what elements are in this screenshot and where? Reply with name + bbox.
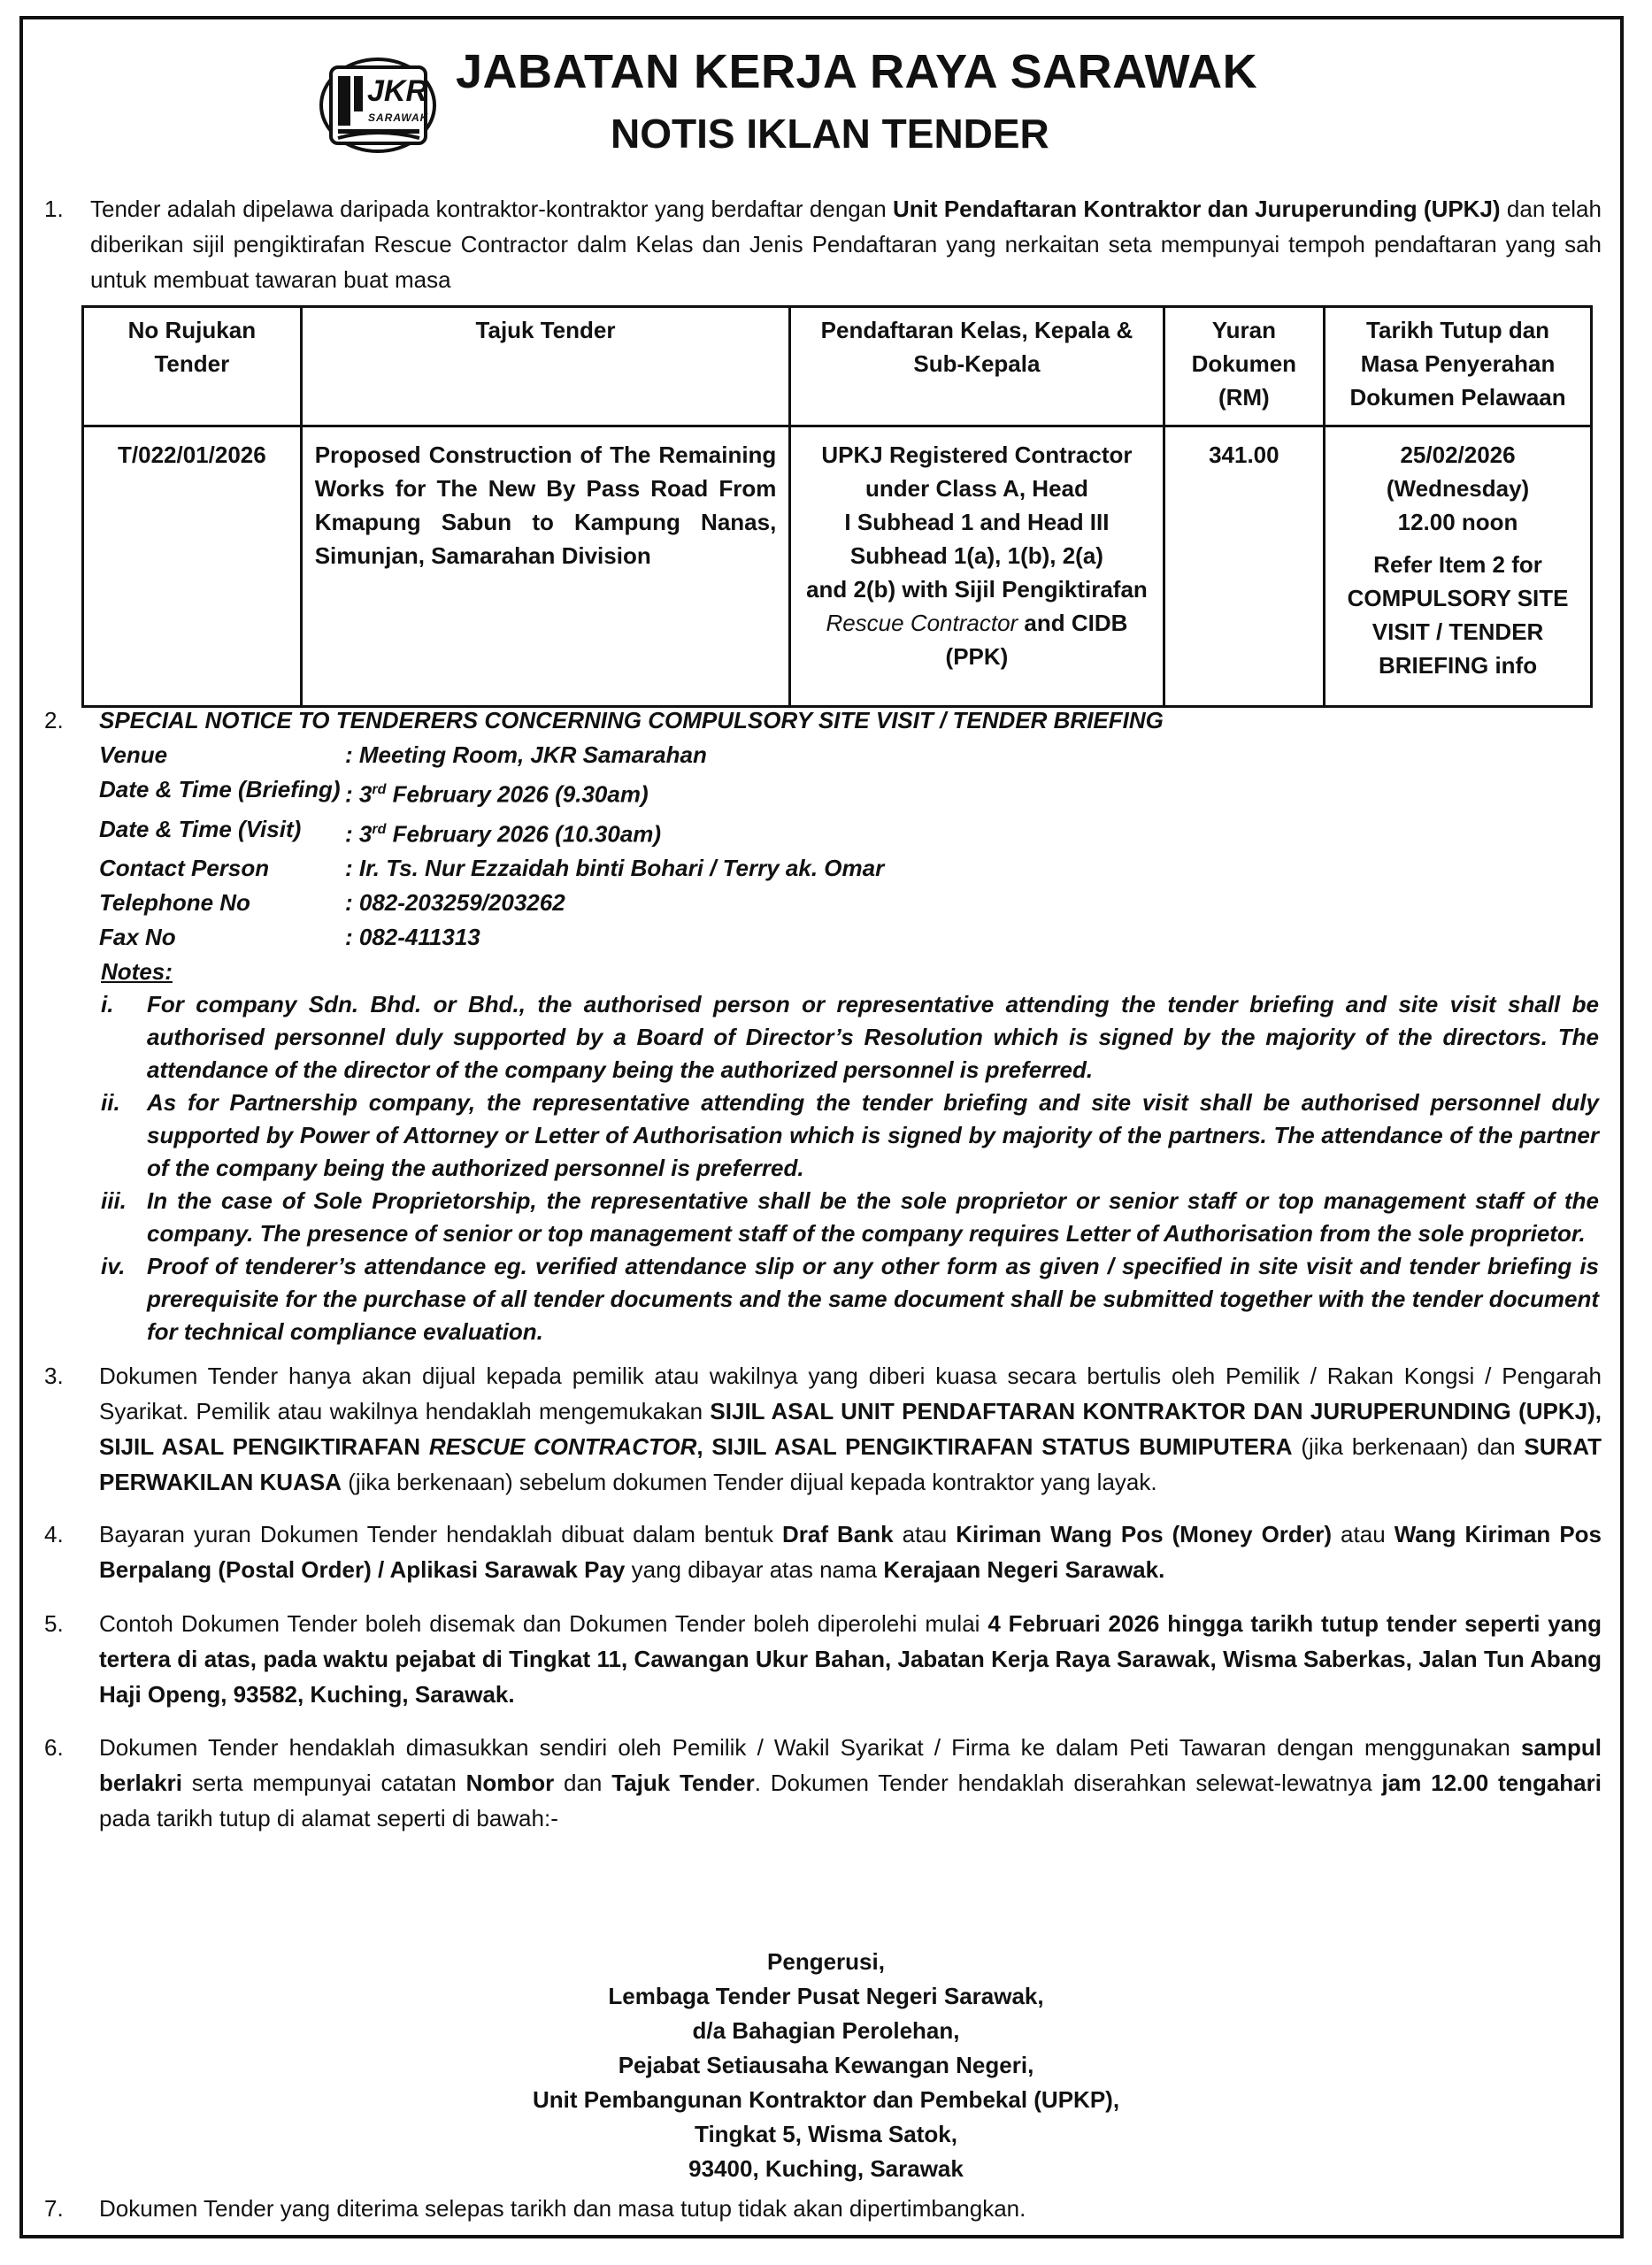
notes-heading: Notes: xyxy=(101,958,173,985)
item-number: 2. xyxy=(44,707,64,733)
col-registration-header: Pendaftaran Kelas, Kepala & Sub-Kepala xyxy=(790,307,1164,426)
cell-registration: UPKJ Registered Contractor under Class A, Head I Subhead 1 and Head III Subhead 1(a), 1(b), 2(a) and 2(b) with Sijil Pengiktirafan Rescue Contractor and CIDB (PPK) xyxy=(790,426,1164,707)
note-item: i. For company Sdn. Bhd. or Bhd., the authorised person or representative attending the tender briefing and site visit shall be authorised personnel duly supported by a Board of Director’s Resolution which is signed by the majority of the directors. The attendance of the director of the company being the authorized personnel is preferred. xyxy=(101,991,1599,1083)
item-number: 1. xyxy=(44,196,64,222)
table-header-row xyxy=(83,307,1592,426)
text-run-bold: Unit Pendaftaran Kontraktor dan Juruperunding (UPKJ) xyxy=(892,196,1501,222)
cell-fee: 341.00 xyxy=(1164,426,1325,707)
page-title: JABATAN KERJA RAYA SARAWAK xyxy=(456,45,1258,98)
item-3-text: Dokumen Tender hanya akan dijual kepada pemilik atau wakilnya yang diberi kuasa secara bertulis oleh Pemilik / Rakan Kongsi / Pengarah Syarikat. Pemilik atau wakilnya hendaklah mengemukakan SIJIL ASAL UNIT PENDAFTARAN KONTRAKTOR DAN JURUPERUNDING (UPKJ), SIJIL ASAL PENGIKTIRAFAN RESCUE CONTRACTOR, SIJIL ASAL PENGIKTIRAFAN STATUS BUMIPUTERA (jika berkenaan) dan SURAT PERWAKILAN KUASA (jika berkenaan) sebelum dokumen Tender dijual kepada kontraktor yang layak. xyxy=(99,1363,1602,1495)
cell-closing: 25/02/2026 (Wednesday) 12.00 noon Refer Item 2 for COMPULSORY SITE VISIT / TENDER BRIEFING info xyxy=(1325,426,1592,707)
closing-refer-note: Refer Item 2 for COMPULSORY SITE VISIT / TENDER BRIEFING info xyxy=(1347,551,1569,679)
tender-table xyxy=(81,305,1593,708)
item-6 xyxy=(44,1730,1602,1836)
address-line: Unit Pembangunan Kontraktor dan Pembekal (UPKP), xyxy=(532,2086,1120,2113)
address-line: Pejabat Setiausaha Kewangan Negeri, xyxy=(618,2052,1034,2078)
item-4 xyxy=(44,1516,1602,1587)
item-7-text: Dokumen Tender yang diterima selepas tarikh dan masa tutup tidak akan dipertimbangkan. xyxy=(99,2195,1026,2222)
address-line: Tingkat 5, Wisma Satok, xyxy=(695,2121,957,2147)
text-run: Tender adalah dipelawa daripada kontraktor-kontraktor yang berdaftar dengan xyxy=(90,196,893,222)
table-row xyxy=(83,426,1592,707)
col-ref-header: No Rujukan Tender xyxy=(83,307,302,426)
item-5 xyxy=(44,1606,1602,1712)
col-closing-header: Tarikh Tutup dan Masa Penyerahan Dokumen Pelawaan xyxy=(1325,307,1592,426)
briefing-row: Date & Time (Briefing) : 3rd February 2026 (9.30am) xyxy=(99,776,649,808)
cell-title: Proposed Construction of The Remaining Works for The New By Pass Road From Kmapung Sabun to Kampung Nanas, Simunjan, Samarahan Division xyxy=(301,426,790,707)
item-number: 7. xyxy=(44,2195,64,2222)
item-3 xyxy=(44,1358,1602,1500)
notes-section xyxy=(55,956,1599,1348)
item-6-text: Dokumen Tender hendaklah dimasukkan sendiri oleh Pemilik / Wakil Syarikat / Firma ke dalam Peti Tawaran dengan menggunakan sampul berlakri serta mempunyai catatan Nombor dan Tajuk Tender. Dokumen Tender hendaklah diserahkan selewat-lewatnya jam 12.00 tengahari pada tarikh tutup di alamat seperti di bawah:- xyxy=(99,1734,1602,1831)
col-fee-header: Yuran Dokumen (RM) xyxy=(1164,307,1325,426)
page-subtitle: NOTIS IKLAN TENDER xyxy=(611,111,1049,157)
item-number: 3. xyxy=(44,1363,64,1389)
address-line: d/a Bahagian Perolehan, xyxy=(692,2017,960,2044)
venue-row: Venue : Meeting Room, JKR Samarahan xyxy=(99,741,707,768)
address-line: 93400, Kuching, Sarawak xyxy=(688,2155,964,2182)
notice-header xyxy=(319,41,1380,165)
item-number: 5. xyxy=(44,1610,64,1637)
logo-subtext: SARAWAK xyxy=(368,111,429,124)
text-run: dan telah diberikan sijil pengiktirafan Rescue Contractor dalm Kelas dan Jenis Pendaftaran yang nerkaitan seta mempunyai tempoh pendaftaran yang sah untuk membuat tawaran buat masa xyxy=(90,196,1602,293)
note-item: ii. As for Partnership company, the representative attending the tender briefing and site visit shall be authorised personnel duly supported by Power of Attorney or Letter of Authorisation which is signed by majority of the partners. The attendance of the partner of the company being the authorized personnel is preferred. xyxy=(101,1089,1599,1181)
address-line: Pengerusi, xyxy=(767,1948,885,1975)
item-1 xyxy=(44,191,1602,297)
note-item: iv. Proof of tenderer’s attendance eg. verified attendance slip or any other form as given / specified in site visit and tender briefing is prerequisite for the purchase of all tender documents and the same document shall be submitted together with the tender document for technical compliance evaluation. xyxy=(101,1253,1599,1345)
fax-row: Fax No : 082-411313 xyxy=(99,924,480,951)
visit-row: Date & Time (Visit) : 3rd February 2026 (10.30am) xyxy=(99,815,662,848)
item-2 xyxy=(44,703,1602,955)
item-4-text: Bayaran yuran Dokumen Tender hendaklah dibuat dalam bentuk Draf Bank atau Kiriman Wang Pos (Money Order) atau Wang Kiriman Pos Berpalang (Postal Order) / Aplikasi Sarawak Pay yang dibayar atas nama Kerajaan Negeri Sarawak. xyxy=(99,1521,1602,1583)
item-5-text: Contoh Dokumen Tender boleh disemak dan Dokumen Tender boleh diperolehi mulai 4 Februari 2026 hingga tarikh tutup tender seperti yang tertera di atas, pada waktu pejabat di Tingkat 11, Cawangan Ukur Bahan, Jabatan Kerja Raya Sarawak, Wisma Saberkas, Jalan Tun Abang Haji Openg, 93582, Kuching, Sarawak. xyxy=(99,1610,1602,1708)
item-number: 4. xyxy=(44,1521,64,1547)
note-item: iii. In the case of Sole Proprietorship, the representative shall be the sole proprietor or senior staff or top management staff of the company. The presence of senior or top management staff of the company requires Letter of Authorisation from the sole proprietor. xyxy=(101,1187,1599,1247)
tender-address xyxy=(0,1945,1652,2186)
item-7 xyxy=(44,2191,1602,2226)
col-title-header: Tajuk Tender xyxy=(301,307,790,426)
contact-row: Contact Person : Ir. Ts. Nur Ezzaidah binti Bohari / Terry ak. Omar xyxy=(99,855,885,882)
special-notice-heading: SPECIAL NOTICE TO TENDERERS CONCERNING COMPULSORY SITE VISIT / TENDER BRIEFING xyxy=(99,707,1164,733)
item-1-text xyxy=(90,191,1602,297)
item-number: 6. xyxy=(44,1734,64,1761)
address-line: Lembaga Tender Pusat Negeri Sarawak, xyxy=(608,1983,1044,2009)
telephone-row: Telephone No : 082-203259/203262 xyxy=(99,889,565,917)
cell-ref: T/022/01/2026 xyxy=(83,426,302,707)
logo-text: JKR xyxy=(367,74,428,108)
